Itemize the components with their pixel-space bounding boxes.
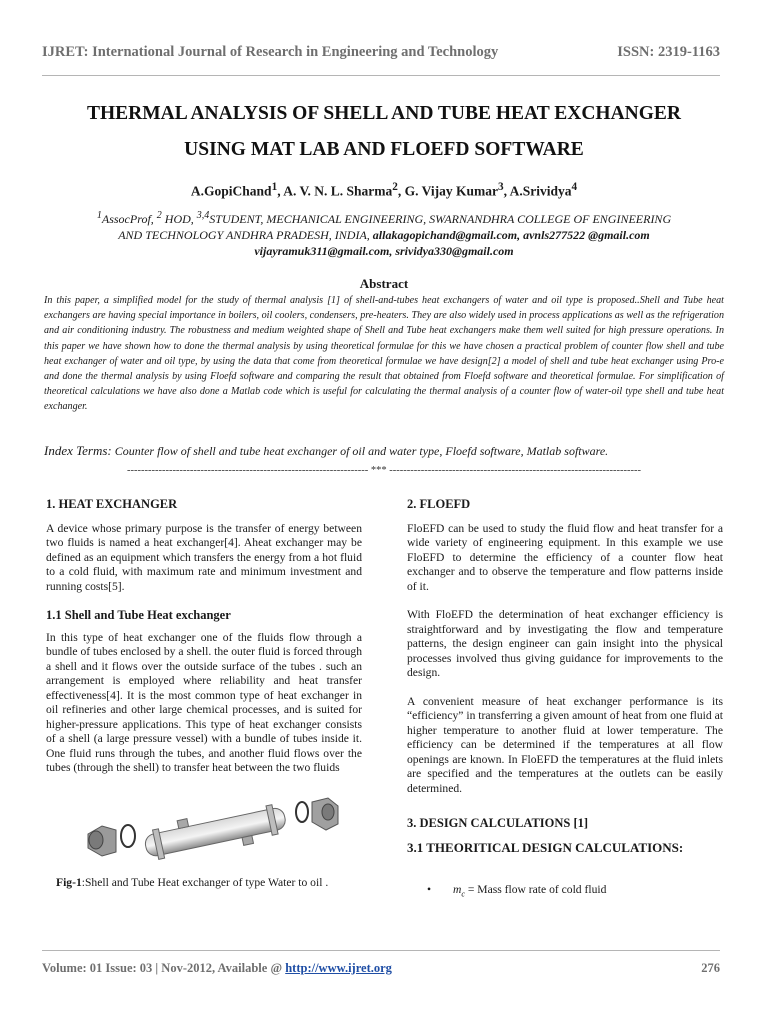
affil-role-1: AssocProf, (101, 212, 157, 226)
index-terms-label: Index Terms: (44, 443, 112, 458)
bullet-mass-flow (427, 883, 723, 902)
paper-title (30, 96, 738, 168)
author-1: A.GopiChand (190, 183, 272, 199)
index-terms-text: Counter flow of shell and tube heat exchanger of oil and water type, Floefd software, Matlab software. (111, 444, 609, 458)
section-1-heading: 1. HEAT EXCHANGER (46, 497, 178, 511)
footer-volume (42, 961, 392, 976)
page-footer (42, 950, 720, 976)
affil-location: AND TECHNOLOGY ANDHRA PRADESH, INDIA, (118, 228, 373, 242)
section-3-heading: 3. DESIGN CALCULATIONS [1] (407, 816, 589, 830)
section-1-paragraph: A device whose primary purpose is the transfer of energy between two fluids is named a heat exchanger[4]. Aheat exchanger may be defined as an equipment which transfers the energy from a hot fluid to a cold fluid, with maximum rate and minimum investment and running costs[5]. (46, 521, 362, 593)
abstract-text: In this paper, a simplified model for the study of thermal analysis [1] of shell-and-tubes heat exchangers of water and oil type is proposed..Shell and Tube heat exchangers are having special importance in boilers, oil coolers, condensers, pre-heaters. They are also widely used in process applications as well as the refrigeration and air conditioning industry. The robustness and medium weighted shape of Shell and Tube heat exchangers make them well suited for high pressure operations. In this paper we have shown how to done the thermal analysis by using theoretical formulae for this we have chosen a practical problem of counter flow shell and tube heat exchanger of water and oil type, by using the data that come from theoretical formulae we have design[2] a model of shell and tube heat exchanger using Pro-e and done the thermal analysis by using Floefd software and comparing the result that obtained from Floefd software and theoretical formulae. For simplification of theoretical calculations we have also done a Matlab code which is useful for calculating the thermal analysis of a counter flow of water-oil type shell and tube heat exchanger. (44, 295, 724, 413)
author-4: , A.Srividya (503, 183, 572, 199)
footer-link[interactable]: http://www.ijret.org (285, 961, 392, 975)
affil-sup-34: 3,4 (196, 210, 210, 221)
section-2-paragraph-1: FloEFD can be used to study the fluid flow and heat transfer for a wide variety of engineering equipment. In this example we use FloEFD to determine the efficiency of a counter flow heat exchanger and to observe the temperature and flow patterns inside of it. (407, 521, 723, 593)
section-1-1-heading: 1.1 Shell and Tube Heat exchanger (46, 608, 231, 622)
affiliation-line-1 (30, 208, 738, 227)
section-2-paragraph-2: With FloEFD the determination of heat exchanger efficiency is straightforward and by investigating the flow and temperature patterns, the design engineer can gain insight into the physical processes involved thus giving guidance for improvements to the design. (407, 608, 723, 679)
title-line-1: THERMAL ANALYSIS OF SHELL AND TUBE HEAT EXCHANGER (86, 103, 681, 124)
author-2-sup: 2 (392, 181, 398, 193)
figure-label: Fig-1 (56, 875, 82, 889)
affil-emails-2[interactable]: vijayramuk311@gmail.com, srividya330@gmail.com (254, 244, 514, 258)
bullet-subscript: c (461, 889, 465, 899)
affil-sup-2: 2 (156, 210, 162, 221)
journal-name: IJRET: International Journal of Research in Engineering and Technology (42, 44, 499, 60)
index-terms (44, 443, 724, 459)
figure-caption-text: :Shell and Tube Heat exchanger of type Water to oil . (81, 875, 329, 889)
footer-prefix: Volume: 01 Issue: 03 | Nov-2012, Available @ (42, 961, 286, 975)
page-header (42, 44, 720, 76)
affiliation (30, 208, 738, 259)
affiliation-line-2 (30, 227, 738, 243)
heat-exchanger-illustration-icon (80, 790, 344, 864)
section-3-1-heading: 3.1 THEORITICAL DESIGN CALCULATIONS: (407, 839, 684, 855)
figure-caption (56, 876, 362, 891)
affil-role-2: HOD, (161, 212, 197, 226)
page-number: 276 (701, 961, 720, 975)
affil-sup-1: 1 (96, 210, 102, 221)
bullet-variable: m (453, 883, 462, 896)
section-2-paragraph-3: A convenient measure of heat exchanger performance is its “efficiency” in transferring a given amount of heat from one fluid at higher temperature to another fluid at lower temperature. The efficiency can be determined if the temperatures at all flow openings are known. In FloEFD the temperatures at the fluid inlets are specified and the temperatures at the outlets can be easily determined. (407, 694, 723, 795)
heat-exchanger-figure (80, 790, 344, 864)
affil-emails-1[interactable]: allakagopichand@gmail.com, avnls277522 @gmail.com (372, 228, 650, 242)
bullet-dot: • (427, 883, 432, 896)
author-1-sup: 1 (271, 181, 278, 193)
section-1-1-paragraph: In this type of heat exchanger one of the fluids flow through a bundle of tubes enclosed by a shell. the outer fluid is forced through a shell and it flows over the outside surface of the tubes . such an arrangement is employed where reliability and heat transfer effectiveness[4]. It is the most common type of heat exchanger in oil refineries and other large chemical processes, and is suited for higher-pressure applications. This type of heat exchanger consists of a shell (a large pressure vessel) with a bundle of tubes inside it. One fluid runs through the tubes, and another fluid flows over the tubes (through the shell) to transfer heat between the two fluids (46, 630, 362, 774)
issn: ISSN: 2319-1163 (617, 44, 720, 60)
right-column (407, 497, 723, 902)
author-4-sup: 4 (571, 181, 578, 193)
section-divider: --------------------------------------------------------------------- *** ------------------------------------------------------------------------ (126, 465, 642, 476)
author-2: , A. V. N. L. Sharma (277, 183, 393, 199)
abstract-heading: Abstract (359, 276, 409, 291)
bullet-text: = Mass flow rate of cold fluid (464, 883, 607, 896)
bullet-content (453, 883, 606, 902)
affil-role-34: STUDENT, MECHANICAL ENGINEERING, SWARNANDHRA COLLEGE OF ENGINEERING (209, 212, 672, 226)
section-2-heading: 2. FLOEFD (407, 497, 471, 511)
author-3: , G. Vijay Kumar (397, 183, 498, 199)
author-3-sup: 3 (497, 181, 504, 193)
title-line-2: USING MAT LAB AND FLOEFD SOFTWARE (184, 139, 584, 160)
author-list (30, 181, 738, 200)
left-column (46, 497, 362, 890)
